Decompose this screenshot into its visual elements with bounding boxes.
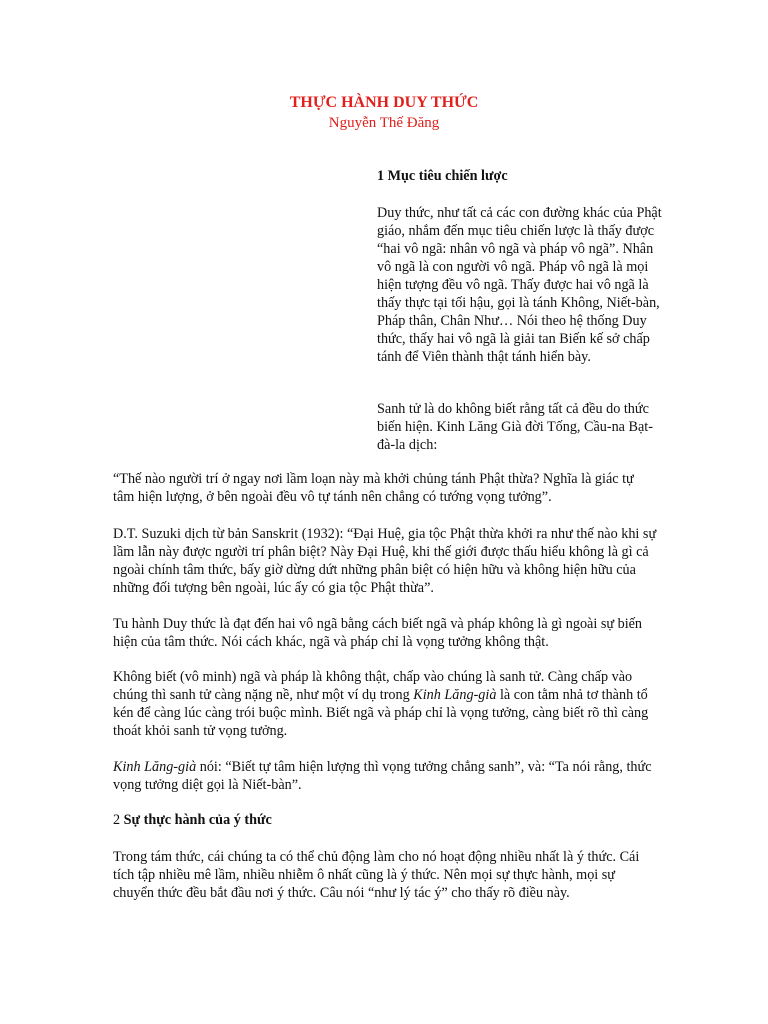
paragraph-6-part-b: là con tằm nhả tơ thành tổ kén để càng lúc càng trói buộc mình. Biết ngã và pháp chỉ là vọng tưởng, càng biết rõ thì càng thoát khỏi sanh tử vọng tưởng. [113, 687, 649, 739]
paragraph-7-italic: Kinh Lăng-già [113, 759, 197, 775]
document-title: THỰC HÀNH DUY THỨC [289, 94, 479, 111]
paragraph-5: Tu hành Duy thức là đạt đến hai vô ngã bằng cách biết ngã và pháp không là gì ngoài sự biến hiện của tâm thức. Nói cách khác, ngã và pháp chỉ là vọng tưởng không thật. [113, 616, 643, 650]
section-2-number: 2 [113, 812, 124, 828]
paragraph-2: Sanh tử là do không biết rằng tất cả đều do thức biến hiện. Kinh Lăng Già đời Tống, Cầu-na Bạt-đà-la dịch: [377, 401, 653, 453]
paragraph-1: Duy thức, như tất cả các con đường khác của Phật giáo, nhắm đến mục tiêu chiến lược là thấy được “hai vô ngã: nhân vô ngã và pháp vô ngã”. Nhân vô ngã là con người vô ngã. Pháp vô ngã là mọi hiện tượng đều vô ngã. Thấy được hai vô ngã là thấy thực tại tối hậu, gọi là tánh Không, Niết-bàn, Pháp thân, Chân Như… Nói theo hệ thống Duy thức, thấy hai vô ngã là giải tan Biến kế sở chấp tánh để Viên thành thật tánh hiển bày. [377, 205, 662, 365]
section-2-heading-text: Sự thực hành của ý thức [123, 812, 272, 828]
paragraph-6 [113, 668, 658, 740]
paragraph-6-italic: Kinh Lăng-già [413, 687, 497, 703]
section-2-heading [113, 811, 658, 829]
paragraph-6-part-a: Không biết (vô minh) ngã và pháp là không thật, chấp vào chúng là sanh tử. Càng chấp vào chúng thì sanh tử càng nặng nề, như một ví dụ trong [113, 669, 633, 703]
document-author: Nguyễn Thế Đăng [328, 115, 440, 131]
section-1-heading-text: 1 Mục tiêu chiến lược [377, 168, 508, 184]
paragraph-8: Trong tám thức, cái chúng ta có thể chủ động làm cho nó hoạt động nhiều nhất là ý thức. Cái tích tập nhiều mê lầm, nhiều nhiễm ô nhất cũng là ý thức. Nên mọi sự thực hành, mọi sự chuyển thức đều bắt đầu nơi ý thức. Câu nói “như lý tác ý” cho thấy rõ điều này. [113, 849, 640, 901]
section-1-heading [377, 167, 667, 185]
paragraph-7-rest: nói: “Biết tự tâm hiện lượng thì vọng tưởng chẳng sanh”, và: “Ta nói rằng, thức vọng tưởng diệt gọi là Niết-bàn”. [113, 759, 652, 793]
paragraph-7 [113, 758, 658, 794]
paragraph-3: “Thế nào người trí ở ngay nơi lầm loạn này mà khởi chủng tánh Phật thừa? Nghĩa là giác tự tâm hiện lượng, ở bên ngoài đều vô tự tánh nên chẳng có tướng vọng tưởng”. [113, 471, 634, 505]
paragraph-4: D.T. Suzuki dịch từ bản Sanskrit (1932): “Đại Huệ, gia tộc Phật thừa khởi ra như thế nào khi sự lầm lẫn này được người trí phân biệt? Này Đại Huệ, khi thế giới được thấu hiểu không là gì cả ngoài chính tâm thức, bấy giờ dừng dứt những phân biệt có hiện hữu và không hiện hữu của những đối tượng bên ngoài, lúc ấy có gia tộc Phật thừa”. [113, 526, 657, 596]
